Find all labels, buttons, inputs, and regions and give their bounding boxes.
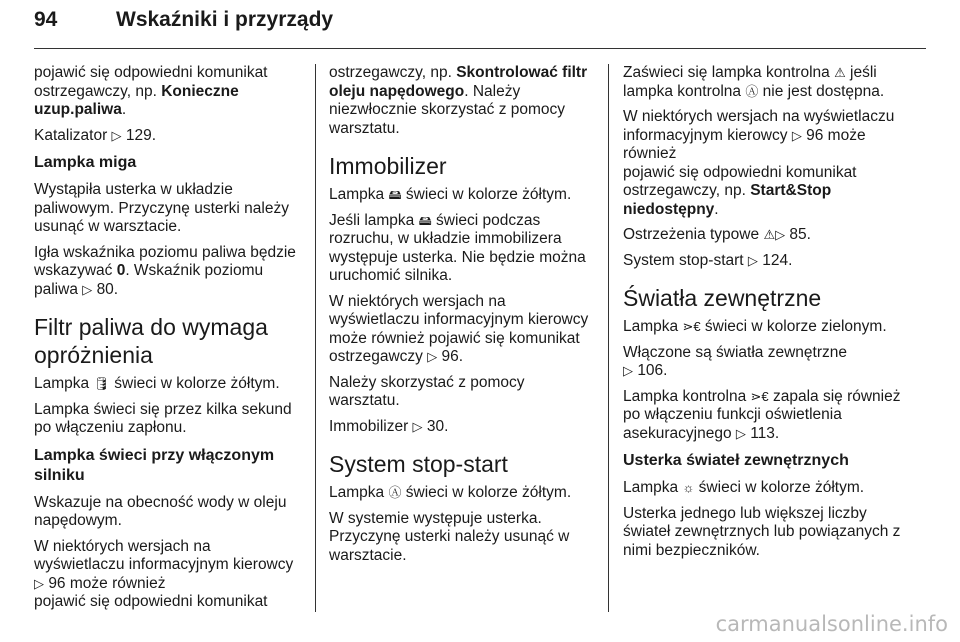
reference-arrow-icon: ▷ [34, 575, 44, 591]
paragraph: Usterka jednego lub większej liczby świateł zewnętrznych lub powiązanych z nimi bezpieczników. [623, 504, 901, 559]
page-header [34, 2, 926, 49]
warning-icon: ⚠ [834, 65, 846, 80]
reference-arrow-icon: ▷ [412, 418, 423, 434]
paragraph: Katalizator ▷ 129. [34, 126, 157, 144]
paragraph: Zaświeci się lampka kontrolna ⚠ jeśli lampka kontrolna Ⓐ nie jest dostępna. [623, 64, 885, 100]
page-reference[interactable]: 85. [789, 226, 811, 243]
start-stop-icon: Ⓐ [388, 485, 402, 500]
start-stop-icon: Ⓐ [745, 83, 759, 99]
section-heading: Lampka miga [34, 154, 137, 171]
paragraph: System stop-start ▷ 124. [623, 251, 793, 269]
chapter-title: Wskaźniki i przyrządy [116, 8, 334, 31]
page-number: 94 [34, 8, 58, 31]
section-heading: Usterka świateł zewnętrznych [623, 452, 849, 469]
page-reference[interactable]: 96. [441, 348, 464, 365]
paragraph: Lampka 🛢 świeci w kolorze żółtym. [34, 375, 280, 392]
section-title: Filtr paliwa do wymaga opróżnienia [34, 314, 268, 368]
lamp-fault-icon: ☼ [682, 480, 695, 495]
paragraph: Lampka ⋗€ świeci w kolorze zielonym. [623, 318, 887, 335]
paragraph: Lampka ☼ świeci w kolorze żółtym. [623, 479, 865, 496]
paragraph: W systemie występuje usterka. Przyczynę usterki należy usunąć w warsztacie. [329, 509, 570, 564]
exterior-lights-icon: ⋗€ [750, 388, 769, 404]
paragraph: Immobilizer ▷ 30. [329, 417, 449, 435]
column-divider [315, 64, 316, 612]
paragraph: Wskazuje na obecność wody w oleju napędowym. [34, 493, 287, 529]
paragraph: W niektórych wersjach na wyświetlaczu informacyjnym kierowcy może również pojawić się komunikat ostrzegawczy ▷ 96. [329, 292, 589, 365]
column-divider [608, 64, 609, 612]
section-title: Immobilizer [329, 153, 447, 179]
page-reference[interactable]: 96 może również [48, 574, 166, 592]
paragraph: pojawić się odpowiedni komunikat ostrzegawczy, np. Konieczne uzup.paliwa. [34, 64, 268, 118]
paragraph: Igła wskaźnika poziomu paliwa będzie wskazywać 0. Wskaźnik poziomu paliwa ▷ 80. [34, 243, 296, 298]
column-1 [34, 64, 304, 619]
column-2 [329, 64, 599, 572]
page-reference[interactable]: 96 może również [623, 126, 866, 162]
section-title: System stop-start [329, 451, 508, 477]
page-reference[interactable]: 106. [637, 362, 668, 379]
paragraph: Lampka kontrolna ⋗€ zapala się również po włączeniu funkcji oświetlenia asekuracyjnego ▷ 113. [623, 387, 901, 442]
reference-arrow-icon: ▷ [111, 127, 122, 143]
reference-arrow-icon: ▷ [735, 425, 746, 441]
reference-arrow-icon: ▷ [775, 227, 786, 242]
column-3 [623, 64, 903, 567]
fuel-filter-icon: 🛢 [93, 376, 110, 391]
page-reference[interactable]: 129. [125, 126, 157, 144]
reference-arrow-icon: ▷ [82, 281, 93, 297]
paragraph: Lampka świeci się przez kilka sekund po włączeniu zapłonu. [34, 400, 292, 436]
page-reference[interactable]: 30. [426, 417, 449, 435]
paragraph: Należy skorzystać z pomocy warsztatu. [329, 373, 525, 409]
reference-arrow-icon: ▷ [623, 363, 633, 378]
watermark: carmanualsonline.info [715, 612, 948, 636]
page-reference[interactable]: 124. [762, 251, 793, 269]
reference-arrow-icon: ▷ [791, 127, 802, 143]
immobilizer-icon: 🖴 [418, 212, 432, 228]
warning-icon: ⚠ [763, 227, 776, 242]
page-reference[interactable]: 80. [96, 280, 119, 298]
page-reference[interactable]: 113. [750, 424, 780, 442]
paragraph: Lampka Ⓐ świeci w kolorze żółtym. [329, 484, 572, 501]
immobilizer-icon: 🖴 [388, 187, 402, 202]
reference-arrow-icon: ▷ [427, 349, 438, 364]
paragraph: Ostrzeżenia typowe ⚠▷ 85. [623, 226, 811, 243]
section-title: Światła zewnętrzne [623, 285, 822, 311]
paragraph: W niektórych wersjach na wyświetlaczu informacyjnym kierowcy ▷ 96 może również pojawić się odpowiedni komunikat ostrzegawczy, np. Start&Stop niedostępny. [623, 108, 895, 218]
paragraph: Włączone są światła zewnętrzne ▷ 106. [623, 343, 847, 379]
reference-arrow-icon: ▷ [747, 252, 758, 268]
exterior-lights-icon: ⋗€ [682, 319, 701, 334]
paragraph: ostrzegawczy, np. Skontrolować filtr oleju napędowego. Należy niezwłocznie skorzystać z pomocy warsztatu. [329, 64, 588, 137]
paragraph: Wystąpiła usterka w układzie paliwowym. Przyczynę usterki należy usunąć w warsztacie. [34, 181, 289, 235]
paragraph: Lampka 🖴 świeci w kolorze żółtym. [329, 186, 572, 203]
section-heading: Lampka świeci przy włączonym silniku [34, 446, 275, 484]
paragraph: W niektórych wersjach na wyświetlaczu informacyjnym kierowcy ▷ 96 może również pojawić się odpowiedni komunikat [34, 537, 294, 610]
paragraph: Jeśli lampka 🖴 świeci podczas rozruchu, w układzie immobilizera występuje usterka. Nie będzie można uruchomić silnika. [329, 211, 586, 284]
